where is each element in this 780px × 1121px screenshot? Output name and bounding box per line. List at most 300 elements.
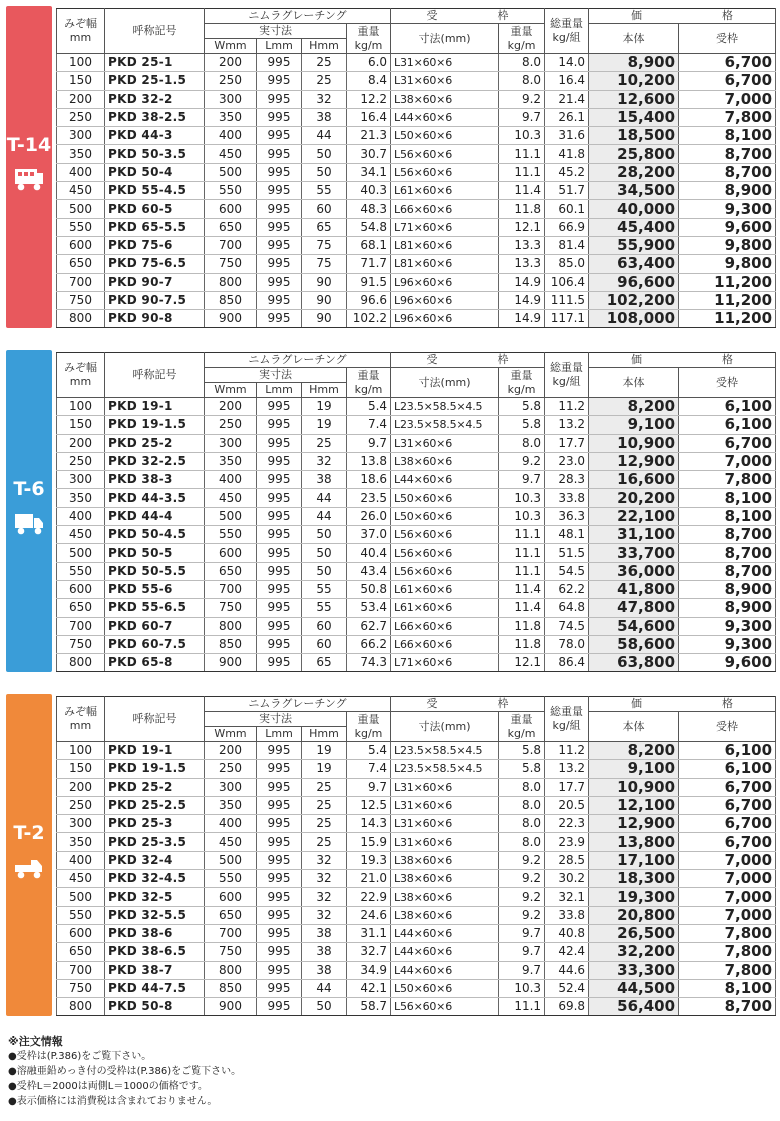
cell-frame-dims: L44×60×6 bbox=[391, 471, 499, 489]
cell-price-main: 20,800 bbox=[589, 906, 679, 924]
col-price-main-header-text: 本体 bbox=[622, 719, 645, 733]
cell-price-main: 63,800 bbox=[589, 654, 679, 672]
col-lmm-header bbox=[257, 383, 302, 398]
cell-lmm: 995 bbox=[257, 108, 302, 126]
cell-total-weight: 78.0 bbox=[545, 635, 589, 653]
col-total-weight-header-text: kg/組 bbox=[552, 375, 581, 388]
cell-price-main: 10,200 bbox=[589, 72, 679, 90]
cell-frame-weight: 11.8 bbox=[499, 200, 545, 218]
cell-hmm: 32 bbox=[302, 452, 347, 470]
cell-total-weight: 14.0 bbox=[545, 54, 589, 72]
cell-frame-dims: L31×60×6 bbox=[391, 778, 499, 796]
table-row bbox=[57, 815, 776, 833]
cell-frame-dims: L66×60×6 bbox=[391, 200, 499, 218]
cell-frame-weight: 5.8 bbox=[499, 742, 545, 760]
cell-price-main: 28,200 bbox=[589, 163, 679, 181]
col-hmm-header bbox=[302, 39, 347, 54]
col-total-weight-header-text: kg/組 bbox=[552, 31, 581, 44]
cell-code: PKD 44-4 bbox=[105, 507, 205, 525]
cell-weight: 24.6 bbox=[347, 906, 391, 924]
table-body bbox=[57, 54, 776, 328]
cell-lmm: 995 bbox=[257, 833, 302, 851]
frame-group-text: 受 bbox=[426, 9, 438, 22]
cell-price-frame: 6,700 bbox=[679, 72, 776, 90]
cell-total-weight: 11.2 bbox=[545, 742, 589, 760]
col-hmm-header-text: Hmm bbox=[309, 727, 339, 740]
col-frame-weight-header-text: kg/m bbox=[507, 38, 536, 52]
cell-lmm: 995 bbox=[257, 562, 302, 580]
table-row bbox=[57, 924, 776, 942]
cell-code: PKD 38-2.5 bbox=[105, 108, 205, 126]
cell-price-main: 18,300 bbox=[589, 870, 679, 888]
cell-width: 300 bbox=[57, 127, 105, 145]
cell-price-main: 31,100 bbox=[589, 526, 679, 544]
cell-code: PKD 90-7 bbox=[105, 273, 205, 291]
cell-width: 350 bbox=[57, 145, 105, 163]
cell-total-weight: 86.4 bbox=[545, 654, 589, 672]
cell-frame-weight: 9.2 bbox=[499, 888, 545, 906]
cell-total-weight: 60.1 bbox=[545, 200, 589, 218]
cell-hmm: 44 bbox=[302, 489, 347, 507]
col-code-header-text: 呼称記号 bbox=[132, 368, 177, 381]
cell-weight: 15.9 bbox=[347, 833, 391, 851]
cell-lmm: 995 bbox=[257, 654, 302, 672]
order-notes bbox=[8, 1034, 241, 1109]
dims-group-header-text: 実寸法 bbox=[259, 24, 292, 37]
col-weight-header-text: 重量 bbox=[357, 24, 380, 38]
cell-total-weight: 28.3 bbox=[545, 471, 589, 489]
cell-hmm: 38 bbox=[302, 961, 347, 979]
cell-price-main: 34,500 bbox=[589, 182, 679, 200]
col-wmm-header-text: Wmm bbox=[214, 727, 247, 740]
price-group-text: 価 bbox=[631, 697, 643, 710]
col-weight-header bbox=[347, 712, 391, 742]
cell-price-frame: 7,800 bbox=[679, 471, 776, 489]
cell-price-frame: 8,700 bbox=[679, 562, 776, 580]
col-lmm-header-text: Lmm bbox=[265, 383, 293, 396]
cell-lmm: 995 bbox=[257, 778, 302, 796]
truck-icon bbox=[14, 510, 44, 536]
cell-total-weight: 13.2 bbox=[545, 760, 589, 778]
cell-total-weight: 11.2 bbox=[545, 398, 589, 416]
cell-total-weight: 74.5 bbox=[545, 617, 589, 635]
cell-width: 500 bbox=[57, 888, 105, 906]
cell-total-weight: 117.1 bbox=[545, 310, 589, 328]
cell-code: PKD 50-4.5 bbox=[105, 526, 205, 544]
cell-price-main: 17,100 bbox=[589, 851, 679, 869]
cell-code: PKD 19-1 bbox=[105, 742, 205, 760]
table-row bbox=[57, 145, 776, 163]
cell-lmm: 995 bbox=[257, 200, 302, 218]
cell-lmm: 995 bbox=[257, 398, 302, 416]
cell-code: PKD 25-3.5 bbox=[105, 833, 205, 851]
cell-price-frame: 9,800 bbox=[679, 255, 776, 273]
cell-width: 700 bbox=[57, 961, 105, 979]
col-hmm-header bbox=[302, 383, 347, 398]
cell-price-frame: 8,700 bbox=[679, 544, 776, 562]
cell-price-main: 8,200 bbox=[589, 742, 679, 760]
table-row bbox=[57, 943, 776, 961]
cell-frame-weight: 9.7 bbox=[499, 961, 545, 979]
table-row bbox=[57, 796, 776, 814]
cell-total-weight: 51.7 bbox=[545, 182, 589, 200]
cell-frame-dims: L50×60×6 bbox=[391, 489, 499, 507]
cell-hmm: 75 bbox=[302, 255, 347, 273]
cell-hmm: 60 bbox=[302, 200, 347, 218]
cell-lmm: 995 bbox=[257, 72, 302, 90]
col-frame-weight-header bbox=[499, 368, 545, 398]
cell-price-main: 41,800 bbox=[589, 580, 679, 598]
col-frame-weight-header-text: 重量 bbox=[510, 24, 533, 38]
spec-table bbox=[56, 352, 776, 672]
cell-hmm: 32 bbox=[302, 870, 347, 888]
cell-code: PKD 25-1.5 bbox=[105, 72, 205, 90]
cell-weight: 16.4 bbox=[347, 108, 391, 126]
cell-wmm: 550 bbox=[205, 870, 257, 888]
cell-code: PKD 50-5 bbox=[105, 544, 205, 562]
cell-wmm: 550 bbox=[205, 526, 257, 544]
col-wmm-header-text: Wmm bbox=[214, 39, 247, 52]
cell-total-weight: 23.0 bbox=[545, 452, 589, 470]
cell-wmm: 450 bbox=[205, 489, 257, 507]
cell-price-frame: 8,100 bbox=[679, 489, 776, 507]
frame-group-text: 枠 bbox=[497, 9, 509, 22]
cell-lmm: 995 bbox=[257, 416, 302, 434]
cell-wmm: 700 bbox=[205, 924, 257, 942]
cell-code: PKD 32-4 bbox=[105, 851, 205, 869]
cell-frame-dims: L38×60×6 bbox=[391, 888, 499, 906]
cell-lmm: 995 bbox=[257, 310, 302, 328]
cell-lmm: 995 bbox=[257, 961, 302, 979]
table-row bbox=[57, 870, 776, 888]
cell-price-main: 8,200 bbox=[589, 398, 679, 416]
col-width-header-text: みぞ幅 bbox=[64, 17, 97, 30]
spec-table bbox=[56, 8, 776, 328]
table-row bbox=[57, 200, 776, 218]
col-frame-weight-header bbox=[499, 712, 545, 742]
table-row bbox=[57, 54, 776, 72]
cell-width: 350 bbox=[57, 833, 105, 851]
cell-frame-dims: L66×60×6 bbox=[391, 635, 499, 653]
cell-wmm: 400 bbox=[205, 471, 257, 489]
dims-group-header bbox=[205, 712, 347, 727]
cell-price-main: 26,500 bbox=[589, 924, 679, 942]
cell-width: 750 bbox=[57, 635, 105, 653]
cell-price-main: 56,400 bbox=[589, 998, 679, 1016]
table-row bbox=[57, 163, 776, 181]
col-frame-dims-header-text: 寸法(mm) bbox=[418, 719, 471, 733]
cell-weight: 22.9 bbox=[347, 888, 391, 906]
col-code-header-text: 呼称記号 bbox=[132, 24, 177, 37]
cell-hmm: 44 bbox=[302, 507, 347, 525]
cell-price-main: 8,900 bbox=[589, 54, 679, 72]
cell-price-frame: 8,700 bbox=[679, 998, 776, 1016]
cell-price-frame: 7,000 bbox=[679, 888, 776, 906]
cell-hmm: 38 bbox=[302, 108, 347, 126]
table-row bbox=[57, 833, 776, 851]
cell-frame-dims: L56×60×6 bbox=[391, 163, 499, 181]
cell-frame-dims: L81×60×6 bbox=[391, 255, 499, 273]
cell-frame-dims: L38×60×6 bbox=[391, 870, 499, 888]
cell-wmm: 850 bbox=[205, 979, 257, 997]
cell-weight: 18.6 bbox=[347, 471, 391, 489]
col-total-weight-header-text: 総重量 bbox=[550, 705, 584, 718]
cell-lmm: 995 bbox=[257, 796, 302, 814]
cell-frame-dims: L96×60×6 bbox=[391, 273, 499, 291]
cell-frame-weight: 11.8 bbox=[499, 617, 545, 635]
cell-weight: 102.2 bbox=[347, 310, 391, 328]
cell-weight: 21.3 bbox=[347, 127, 391, 145]
table-row bbox=[57, 998, 776, 1016]
cell-code: PKD 38-6.5 bbox=[105, 943, 205, 961]
cell-wmm: 300 bbox=[205, 434, 257, 452]
table-row bbox=[57, 471, 776, 489]
col-price-main-header bbox=[589, 368, 679, 398]
cell-hmm: 90 bbox=[302, 273, 347, 291]
col-hmm-header bbox=[302, 727, 347, 742]
cell-frame-weight: 12.1 bbox=[499, 218, 545, 236]
cell-frame-dims: L31×60×6 bbox=[391, 72, 499, 90]
cell-total-weight: 33.8 bbox=[545, 906, 589, 924]
cell-width: 700 bbox=[57, 273, 105, 291]
cell-weight: 19.3 bbox=[347, 851, 391, 869]
cell-lmm: 995 bbox=[257, 471, 302, 489]
cell-hmm: 44 bbox=[302, 979, 347, 997]
table-row bbox=[57, 398, 776, 416]
cell-price-frame: 8,700 bbox=[679, 526, 776, 544]
cell-total-weight: 17.7 bbox=[545, 434, 589, 452]
cell-total-weight: 32.1 bbox=[545, 888, 589, 906]
cell-price-frame: 11,200 bbox=[679, 273, 776, 291]
table-row bbox=[57, 489, 776, 507]
cell-frame-weight: 8.0 bbox=[499, 796, 545, 814]
cell-lmm: 995 bbox=[257, 452, 302, 470]
cell-frame-dims: L23.5×58.5×4.5 bbox=[391, 416, 499, 434]
cell-hmm: 38 bbox=[302, 943, 347, 961]
cell-frame-dims: L81×60×6 bbox=[391, 236, 499, 254]
cell-price-main: 55,900 bbox=[589, 236, 679, 254]
note-item: ●溶融亜鉛めっき付の受枠は(P.386)をご覧下さい。 bbox=[8, 1066, 242, 1077]
cell-frame-dims: L31×60×6 bbox=[391, 434, 499, 452]
cell-hmm: 65 bbox=[302, 218, 347, 236]
cell-price-frame: 7,800 bbox=[679, 943, 776, 961]
cell-wmm: 500 bbox=[205, 163, 257, 181]
cell-width: 650 bbox=[57, 943, 105, 961]
cell-lmm: 995 bbox=[257, 434, 302, 452]
cell-weight: 12.5 bbox=[347, 796, 391, 814]
dims-group-header-text: 実寸法 bbox=[259, 712, 292, 725]
cell-price-main: 25,800 bbox=[589, 145, 679, 163]
table-row bbox=[57, 182, 776, 200]
cell-price-frame: 7,000 bbox=[679, 851, 776, 869]
cell-wmm: 400 bbox=[205, 127, 257, 145]
cell-wmm: 200 bbox=[205, 54, 257, 72]
col-frame-weight-header-text: 重量 bbox=[510, 712, 533, 726]
cell-frame-dims: L44×60×6 bbox=[391, 961, 499, 979]
cell-code: PKD 50-4 bbox=[105, 163, 205, 181]
cell-weight: 54.8 bbox=[347, 218, 391, 236]
cell-weight: 58.7 bbox=[347, 998, 391, 1016]
price-group-header bbox=[589, 9, 776, 24]
price-group-text: 格 bbox=[722, 353, 734, 366]
cell-frame-weight: 14.9 bbox=[499, 273, 545, 291]
table-row bbox=[57, 127, 776, 145]
col-width-header-text: みぞ幅 bbox=[64, 705, 97, 718]
cell-code: PKD 32-2.5 bbox=[105, 452, 205, 470]
col-price-frame-header-text: 受枠 bbox=[716, 719, 739, 733]
cell-frame-weight: 11.1 bbox=[499, 163, 545, 181]
table-row bbox=[57, 906, 776, 924]
col-frame-dims-header-text: 寸法(mm) bbox=[418, 31, 471, 45]
cell-width: 700 bbox=[57, 617, 105, 635]
cell-price-main: 63,400 bbox=[589, 255, 679, 273]
cell-weight: 30.7 bbox=[347, 145, 391, 163]
col-hmm-header-text: Hmm bbox=[309, 39, 339, 52]
cell-price-frame: 7,000 bbox=[679, 452, 776, 470]
cell-lmm: 995 bbox=[257, 851, 302, 869]
col-weight-header-text: kg/m bbox=[354, 38, 383, 52]
cell-width: 550 bbox=[57, 218, 105, 236]
cell-code: PKD 32-4.5 bbox=[105, 870, 205, 888]
cell-code: PKD 25-1 bbox=[105, 54, 205, 72]
cell-weight: 6.0 bbox=[347, 54, 391, 72]
cell-lmm: 995 bbox=[257, 507, 302, 525]
cell-frame-dims: L50×60×6 bbox=[391, 979, 499, 997]
cell-total-weight: 26.1 bbox=[545, 108, 589, 126]
cell-frame-weight: 9.7 bbox=[499, 471, 545, 489]
table-row bbox=[57, 635, 776, 653]
table-header bbox=[57, 9, 776, 54]
cell-frame-dims: L38×60×6 bbox=[391, 851, 499, 869]
cell-hmm: 19 bbox=[302, 398, 347, 416]
cell-code: PKD 38-6 bbox=[105, 924, 205, 942]
cell-lmm: 995 bbox=[257, 145, 302, 163]
cell-price-frame: 6,700 bbox=[679, 778, 776, 796]
cell-wmm: 250 bbox=[205, 760, 257, 778]
cell-price-main: 102,200 bbox=[589, 291, 679, 309]
cell-wmm: 350 bbox=[205, 452, 257, 470]
col-lmm-header bbox=[257, 727, 302, 742]
table-row bbox=[57, 778, 776, 796]
cell-price-main: 20,200 bbox=[589, 489, 679, 507]
cell-width: 250 bbox=[57, 108, 105, 126]
cell-price-main: 12,600 bbox=[589, 90, 679, 108]
cell-width: 200 bbox=[57, 90, 105, 108]
cell-frame-dims: L38×60×6 bbox=[391, 906, 499, 924]
col-width-header-text: mm bbox=[69, 31, 92, 44]
cell-code: PKD 38-3 bbox=[105, 471, 205, 489]
cell-width: 600 bbox=[57, 924, 105, 942]
grating-group-header-text: ニムラグレーチング bbox=[248, 353, 347, 366]
col-code-header bbox=[105, 353, 205, 398]
col-width-header bbox=[57, 697, 105, 742]
table-body bbox=[57, 742, 776, 1016]
cell-hmm: 60 bbox=[302, 635, 347, 653]
cell-frame-weight: 5.8 bbox=[499, 760, 545, 778]
col-price-main-header-text: 本体 bbox=[622, 375, 645, 389]
cell-code: PKD 44-3.5 bbox=[105, 489, 205, 507]
cell-frame-dims: L61×60×6 bbox=[391, 599, 499, 617]
cell-frame-dims: L23.5×58.5×4.5 bbox=[391, 760, 499, 778]
cell-price-frame: 9,300 bbox=[679, 200, 776, 218]
note-item: ●受枠L＝2000は両側L＝1000の価格です。 bbox=[8, 1081, 208, 1092]
cell-lmm: 995 bbox=[257, 742, 302, 760]
dims-group-header bbox=[205, 368, 347, 383]
cell-frame-dims: L96×60×6 bbox=[391, 291, 499, 309]
cell-lmm: 995 bbox=[257, 888, 302, 906]
cell-price-frame: 7,800 bbox=[679, 108, 776, 126]
cell-price-frame: 8,100 bbox=[679, 979, 776, 997]
cell-width: 250 bbox=[57, 452, 105, 470]
cell-wmm: 800 bbox=[205, 617, 257, 635]
col-width-header-text: mm bbox=[69, 375, 92, 388]
col-total-weight-header-text: kg/組 bbox=[552, 719, 581, 732]
cell-price-main: 18,500 bbox=[589, 127, 679, 145]
cell-weight: 7.4 bbox=[347, 416, 391, 434]
cell-wmm: 250 bbox=[205, 416, 257, 434]
cell-frame-dims: L50×60×6 bbox=[391, 507, 499, 525]
cell-weight: 71.7 bbox=[347, 255, 391, 273]
col-frame-dims-header bbox=[391, 368, 499, 398]
cell-code: PKD 60-7 bbox=[105, 617, 205, 635]
col-weight-header bbox=[347, 24, 391, 54]
cell-width: 150 bbox=[57, 72, 105, 90]
col-wmm-header-text: Wmm bbox=[214, 383, 247, 396]
table-row bbox=[57, 599, 776, 617]
cell-wmm: 600 bbox=[205, 200, 257, 218]
cell-wmm: 800 bbox=[205, 961, 257, 979]
cell-frame-weight: 12.1 bbox=[499, 654, 545, 672]
table-row bbox=[57, 507, 776, 525]
col-weight-header-text: 重量 bbox=[357, 368, 380, 382]
cell-lmm: 995 bbox=[257, 236, 302, 254]
cell-lmm: 995 bbox=[257, 580, 302, 598]
cell-width: 800 bbox=[57, 998, 105, 1016]
col-frame-dims-header bbox=[391, 24, 499, 54]
load-class-sidebar bbox=[6, 350, 52, 672]
cell-wmm: 500 bbox=[205, 507, 257, 525]
price-group-text: 格 bbox=[722, 9, 734, 22]
cell-price-frame: 8,100 bbox=[679, 507, 776, 525]
cell-price-frame: 9,600 bbox=[679, 654, 776, 672]
table-row bbox=[57, 236, 776, 254]
cell-price-main: 96,600 bbox=[589, 273, 679, 291]
cell-wmm: 900 bbox=[205, 654, 257, 672]
cell-lmm: 995 bbox=[257, 979, 302, 997]
cell-code: PKD 60-7.5 bbox=[105, 635, 205, 653]
cell-frame-weight: 11.1 bbox=[499, 526, 545, 544]
cell-frame-weight: 9.2 bbox=[499, 452, 545, 470]
cell-wmm: 600 bbox=[205, 544, 257, 562]
cell-frame-dims: L71×60×6 bbox=[391, 654, 499, 672]
col-price-frame-header bbox=[679, 712, 776, 742]
cell-lmm: 995 bbox=[257, 906, 302, 924]
table-row bbox=[57, 617, 776, 635]
cell-total-weight: 30.2 bbox=[545, 870, 589, 888]
cell-hmm: 90 bbox=[302, 310, 347, 328]
cell-price-main: 10,900 bbox=[589, 434, 679, 452]
cell-wmm: 650 bbox=[205, 218, 257, 236]
col-width-header-text: みぞ幅 bbox=[64, 361, 97, 374]
cell-lmm: 995 bbox=[257, 218, 302, 236]
col-code-header bbox=[105, 697, 205, 742]
table-row bbox=[57, 580, 776, 598]
cell-hmm: 25 bbox=[302, 833, 347, 851]
table-row bbox=[57, 654, 776, 672]
cell-lmm: 995 bbox=[257, 255, 302, 273]
cell-code: PKD 75-6.5 bbox=[105, 255, 205, 273]
cell-hmm: 50 bbox=[302, 562, 347, 580]
